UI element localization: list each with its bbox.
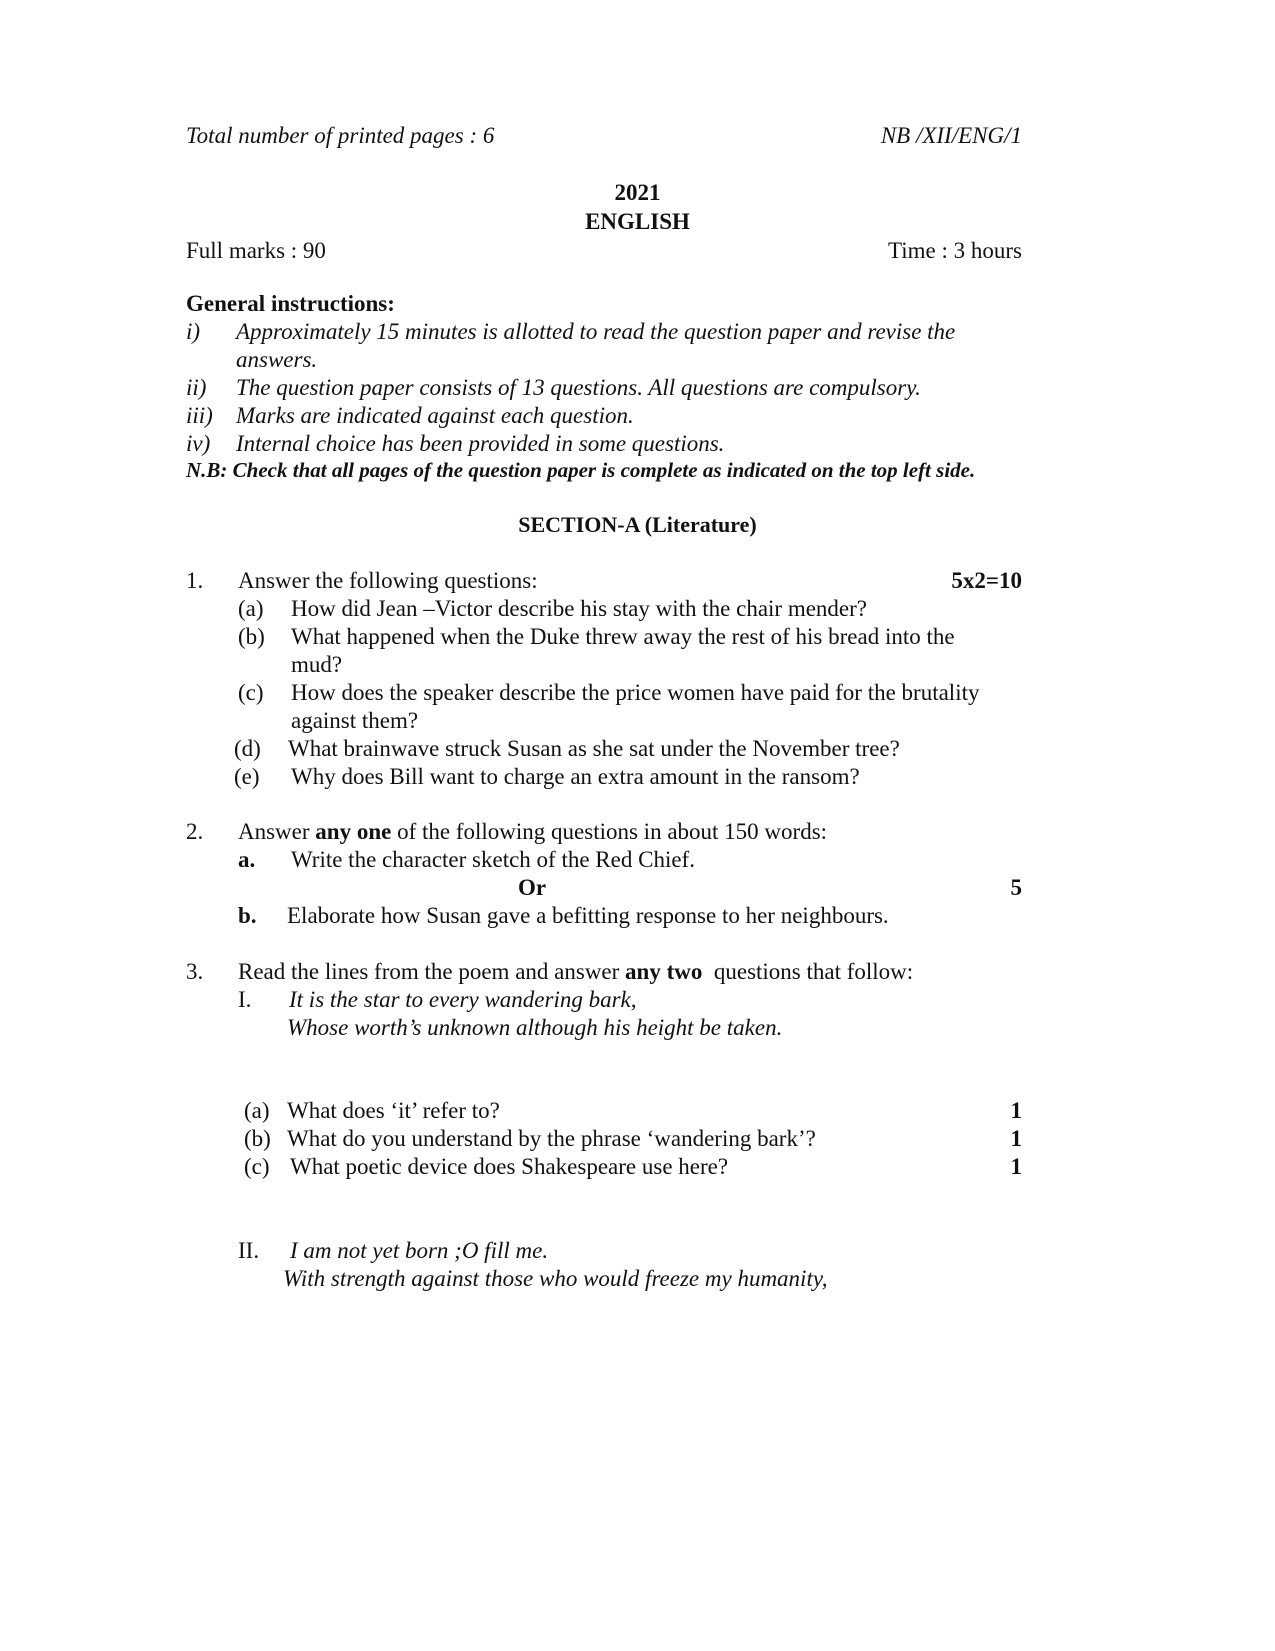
question-number: 3. bbox=[186, 959, 204, 984]
part-text: Why does Bill want to charge an extra amount in the ransom? bbox=[291, 764, 860, 789]
nb-note: N.B: Check that all pages of the question paper is complete as indicated on the top left side. bbox=[186, 458, 976, 482]
section-title: SECTION-A (Literature) bbox=[518, 512, 757, 537]
full-marks: Full marks : 90 bbox=[186, 238, 326, 263]
question-text: Read the lines from the poem and answer any two questions that follow: bbox=[238, 959, 914, 984]
part-text-cont: mud? bbox=[291, 652, 343, 677]
paper-code: NB /XII/ENG/1 bbox=[880, 123, 1022, 148]
option-label: b. bbox=[238, 903, 257, 928]
poem-line: I am not yet born ;O fill me. bbox=[290, 1238, 549, 1263]
instruction-text: Approximately 15 minutes is allotted to read the question paper and revise the bbox=[236, 319, 956, 344]
part-text: What brainwave struck Susan as she sat under the November tree? bbox=[288, 736, 900, 761]
option-text: Elaborate how Susan gave a befitting response to her neighbours. bbox=[287, 903, 889, 928]
sub-question-text: What do you understand by the phrase ‘wandering bark’? bbox=[287, 1126, 816, 1151]
instruction-num: iii) bbox=[186, 403, 213, 428]
sub-question-label: (a) bbox=[244, 1098, 270, 1123]
poem-line: It is the star to every wandering bark, bbox=[289, 987, 637, 1012]
question-text: Answer the following questions: bbox=[238, 568, 538, 593]
part-label: (d) bbox=[234, 736, 261, 761]
part-text: What happened when the Duke threw away the rest of his bread into the bbox=[291, 624, 955, 649]
instruction-text: Marks are indicated against each question. bbox=[236, 403, 634, 428]
part-label: (b) bbox=[238, 624, 265, 649]
sub-question-marks: 1 bbox=[1010, 1154, 1022, 1179]
exam-time: Time : 3 hours bbox=[888, 238, 1022, 263]
sub-question-marks: 1 bbox=[1010, 1098, 1022, 1123]
instruction-text: Internal choice has been provided in some questions. bbox=[236, 431, 725, 456]
instruction-text: The question paper consists of 13 questions. All questions are compulsory. bbox=[236, 375, 921, 400]
question-number: 2. bbox=[186, 819, 204, 844]
question-number: 1. bbox=[186, 568, 204, 593]
exam-subject: ENGLISH bbox=[585, 209, 690, 234]
instruction-num: ii) bbox=[186, 375, 207, 400]
exam-year: 2021 bbox=[614, 180, 661, 205]
printed-pages-note: Total number of printed pages : 6 bbox=[186, 123, 495, 148]
part-label: (c) bbox=[238, 680, 264, 705]
question-text: Answer any one of the following questions in about 150 words: bbox=[238, 819, 828, 844]
option-text: Write the character sketch of the Red Chief. bbox=[291, 847, 695, 872]
instruction-num: iv) bbox=[186, 431, 211, 456]
sub-question-text: What does ‘it’ refer to? bbox=[287, 1098, 500, 1123]
poem-line: With strength against those who would freeze my humanity, bbox=[283, 1266, 828, 1291]
part-text-cont: against them? bbox=[291, 708, 419, 733]
sub-question-label: (c) bbox=[244, 1154, 270, 1179]
sub-question-label: (b) bbox=[244, 1126, 271, 1151]
instructions-heading: General instructions: bbox=[186, 291, 395, 316]
extract-label: I. bbox=[238, 987, 252, 1012]
sub-question-marks: 1 bbox=[1010, 1126, 1022, 1151]
question-marks: 5 bbox=[1010, 875, 1022, 900]
part-text: How does the speaker describe the price women have paid for the brutality bbox=[291, 680, 980, 705]
instruction-text-cont: answers. bbox=[236, 347, 318, 372]
extract-label: II. bbox=[238, 1238, 260, 1263]
part-label: (a) bbox=[238, 596, 264, 621]
instruction-num: i) bbox=[186, 319, 201, 344]
option-label: a. bbox=[238, 847, 256, 872]
sub-question-text: What poetic device does Shakespeare use here? bbox=[290, 1154, 729, 1179]
question-marks: 5x2=10 bbox=[951, 568, 1022, 593]
or-separator: Or bbox=[518, 875, 547, 900]
part-label: (e) bbox=[234, 764, 260, 789]
part-text: How did Jean –Victor describe his stay with the chair mender? bbox=[291, 596, 867, 621]
poem-line: Whose worth’s unknown although his height be taken. bbox=[287, 1015, 783, 1040]
